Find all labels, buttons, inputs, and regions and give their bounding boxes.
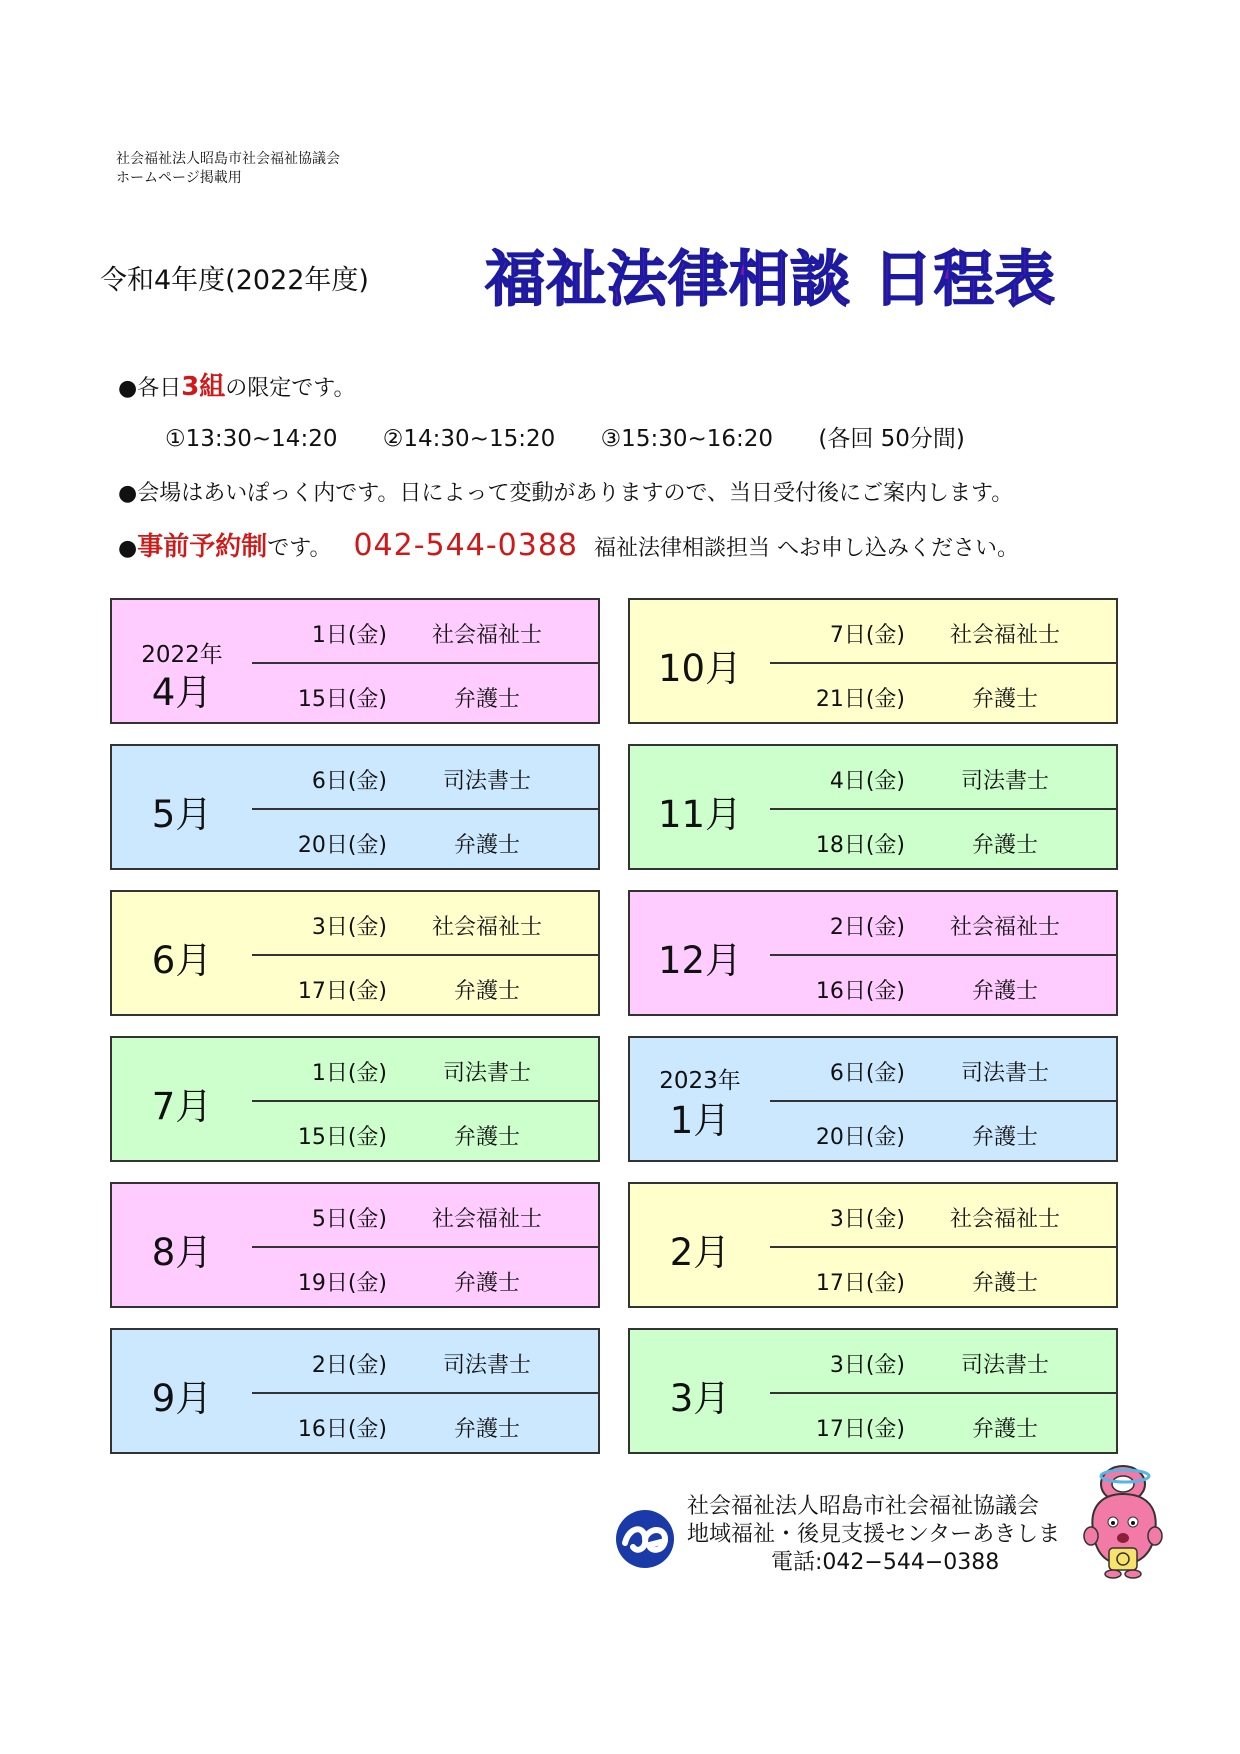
session-date: 5日(金) bbox=[311, 1207, 387, 1232]
limit-suffix: の限定です。 bbox=[225, 376, 356, 401]
session-divider bbox=[770, 1246, 1116, 1248]
month-label: 9月 bbox=[151, 1377, 213, 1420]
session-date: 6日(金) bbox=[829, 1061, 905, 1086]
month-label: 3月 bbox=[669, 1377, 731, 1420]
month-label: 4月 bbox=[151, 671, 213, 714]
consultant-type: 弁護士 bbox=[453, 979, 520, 1004]
time-slot: ③15:30~16:20 bbox=[600, 426, 774, 452]
consultant-type: 司法書士 bbox=[442, 1061, 531, 1086]
footer-org: 社会福祉法人昭島市社会福祉協議会 bbox=[687, 1494, 1040, 1519]
consultant-type: 社会福祉士 bbox=[949, 1207, 1060, 1232]
session-divider bbox=[770, 1392, 1116, 1394]
schedule-month-card bbox=[110, 1182, 600, 1308]
consultant-type: 社会福祉士 bbox=[431, 623, 542, 648]
session-date: 16日(金) bbox=[815, 979, 905, 1004]
session-divider bbox=[770, 808, 1116, 810]
reservation-label: 事前予約制 bbox=[137, 532, 268, 562]
month-label: 10月 bbox=[657, 647, 743, 690]
consultant-type: 弁護士 bbox=[971, 1271, 1038, 1296]
schedule-month-card bbox=[628, 598, 1118, 724]
limit-note bbox=[118, 366, 356, 403]
consultant-type: 弁護士 bbox=[971, 833, 1038, 858]
venue-note: ●会場はあいぽっく内です。日によって変動がありますので、当日受付後にご案内します。 bbox=[118, 481, 1014, 506]
schedule-month-card bbox=[628, 1328, 1118, 1454]
session-date: 1日(金) bbox=[311, 1061, 387, 1086]
session-divider bbox=[252, 1100, 598, 1102]
session-divider bbox=[252, 1392, 598, 1394]
month-label: 6月 bbox=[151, 939, 213, 982]
session-date: 2日(金) bbox=[829, 915, 905, 940]
fiscal-year-label: 令和4年度(2022年度) bbox=[100, 265, 369, 296]
limit-prefix: ●各日 bbox=[118, 376, 182, 401]
consultant-type: 弁護士 bbox=[971, 1125, 1038, 1150]
time-slot: ①13:30~14:20 bbox=[165, 426, 338, 452]
schedule-month-card bbox=[628, 744, 1118, 870]
consultant-type: 弁護士 bbox=[971, 979, 1038, 1004]
schedule-month-card bbox=[110, 1036, 600, 1162]
council-logo-icon bbox=[615, 1509, 675, 1569]
year-label: 2023年 bbox=[659, 1068, 741, 1094]
session-date: 19日(金) bbox=[297, 1271, 387, 1296]
session-date: 2日(金) bbox=[311, 1353, 387, 1378]
session-date: 20日(金) bbox=[297, 833, 387, 858]
month-label: 2月 bbox=[669, 1231, 731, 1274]
consultant-type: 社会福祉士 bbox=[949, 915, 1060, 940]
schedule-month-card bbox=[110, 1328, 600, 1454]
month-label: 7月 bbox=[151, 1085, 213, 1128]
schedule-month-card bbox=[628, 890, 1118, 1016]
consultant-type: 弁護士 bbox=[453, 833, 520, 858]
session-date: 4日(金) bbox=[829, 769, 905, 794]
session-date: 17日(金) bbox=[815, 1417, 905, 1442]
session-date: 21日(金) bbox=[815, 687, 905, 712]
month-label: 12月 bbox=[657, 939, 743, 982]
session-date: 3日(金) bbox=[829, 1353, 905, 1378]
org-subtitle: ホームページ掲載用 bbox=[116, 170, 242, 186]
session-date: 1日(金) bbox=[311, 623, 387, 648]
consultant-type: 社会福祉士 bbox=[431, 1207, 542, 1232]
schedule-month-card bbox=[110, 890, 600, 1016]
reservation-phone: 042-544-0388 bbox=[353, 528, 578, 563]
session-date: 18日(金) bbox=[815, 833, 905, 858]
limit-count: 3組 bbox=[181, 372, 226, 402]
consultant-type: 司法書士 bbox=[442, 769, 531, 794]
consultant-type: 弁護士 bbox=[453, 1271, 520, 1296]
session-date: 15日(金) bbox=[297, 1125, 387, 1150]
session-divider bbox=[770, 662, 1116, 664]
consultant-type: 社会福祉士 bbox=[949, 623, 1060, 648]
footer-phone: 電話:042−544−0388 bbox=[771, 1550, 1000, 1575]
session-divider bbox=[252, 954, 598, 956]
reservation-note bbox=[118, 526, 1019, 563]
consultant-type: 弁護士 bbox=[453, 687, 520, 712]
consultant-type: 弁護士 bbox=[453, 1417, 520, 1442]
session-date: 17日(金) bbox=[297, 979, 387, 1004]
month-label: 8月 bbox=[151, 1231, 213, 1274]
month-label: 5月 bbox=[151, 793, 213, 836]
schedule-title: 福祉法律相談 日程表 bbox=[485, 245, 1056, 315]
schedule-month-card bbox=[628, 1182, 1118, 1308]
session-date: 3日(金) bbox=[311, 915, 387, 940]
session-divider bbox=[252, 662, 598, 664]
session-divider bbox=[252, 808, 598, 810]
session-divider bbox=[770, 954, 1116, 956]
month-label: 11月 bbox=[657, 793, 743, 836]
consultant-type: 司法書士 bbox=[960, 769, 1049, 794]
year-label: 2022年 bbox=[141, 642, 223, 668]
time-slot: ②14:30~15:20 bbox=[382, 426, 556, 452]
org-name: 社会福祉法人昭島市社会福祉協議会 bbox=[116, 151, 340, 167]
consultant-type: 司法書士 bbox=[960, 1061, 1049, 1086]
session-date: 3日(金) bbox=[829, 1207, 905, 1232]
session-date: 15日(金) bbox=[297, 687, 387, 712]
session-date: 7日(金) bbox=[829, 623, 905, 648]
consultant-type: 弁護士 bbox=[971, 687, 1038, 712]
schedule-month-card bbox=[110, 744, 600, 870]
reservation-bullet: ● bbox=[118, 536, 138, 561]
schedule-month-card bbox=[110, 598, 600, 724]
session-date: 6日(金) bbox=[311, 769, 387, 794]
mascot-character-icon bbox=[1075, 1460, 1175, 1580]
reservation-contact: 福祉法律相談担当 へお申し込みください。 bbox=[594, 536, 1019, 561]
session-date: 17日(金) bbox=[815, 1271, 905, 1296]
session-date: 20日(金) bbox=[815, 1125, 905, 1150]
org-header bbox=[116, 150, 340, 188]
consultant-type: 弁護士 bbox=[971, 1417, 1038, 1442]
session-duration: (各回 50分間) bbox=[818, 426, 965, 452]
session-divider bbox=[770, 1100, 1116, 1102]
month-label: 1月 bbox=[669, 1099, 731, 1142]
session-date: 16日(金) bbox=[297, 1417, 387, 1442]
consultant-type: 弁護士 bbox=[453, 1125, 520, 1150]
consultant-type: 司法書士 bbox=[960, 1353, 1049, 1378]
footer-center: 地域福祉・後見支援センターあきしま bbox=[687, 1522, 1061, 1547]
footer-contact bbox=[687, 1493, 1060, 1577]
session-divider bbox=[252, 1246, 598, 1248]
reservation-suffix: です。 bbox=[267, 536, 332, 561]
consultant-type: 司法書士 bbox=[442, 1353, 531, 1378]
time-slots bbox=[165, 420, 1003, 453]
consultant-type: 社会福祉士 bbox=[431, 915, 542, 940]
schedule-month-card bbox=[628, 1036, 1118, 1162]
